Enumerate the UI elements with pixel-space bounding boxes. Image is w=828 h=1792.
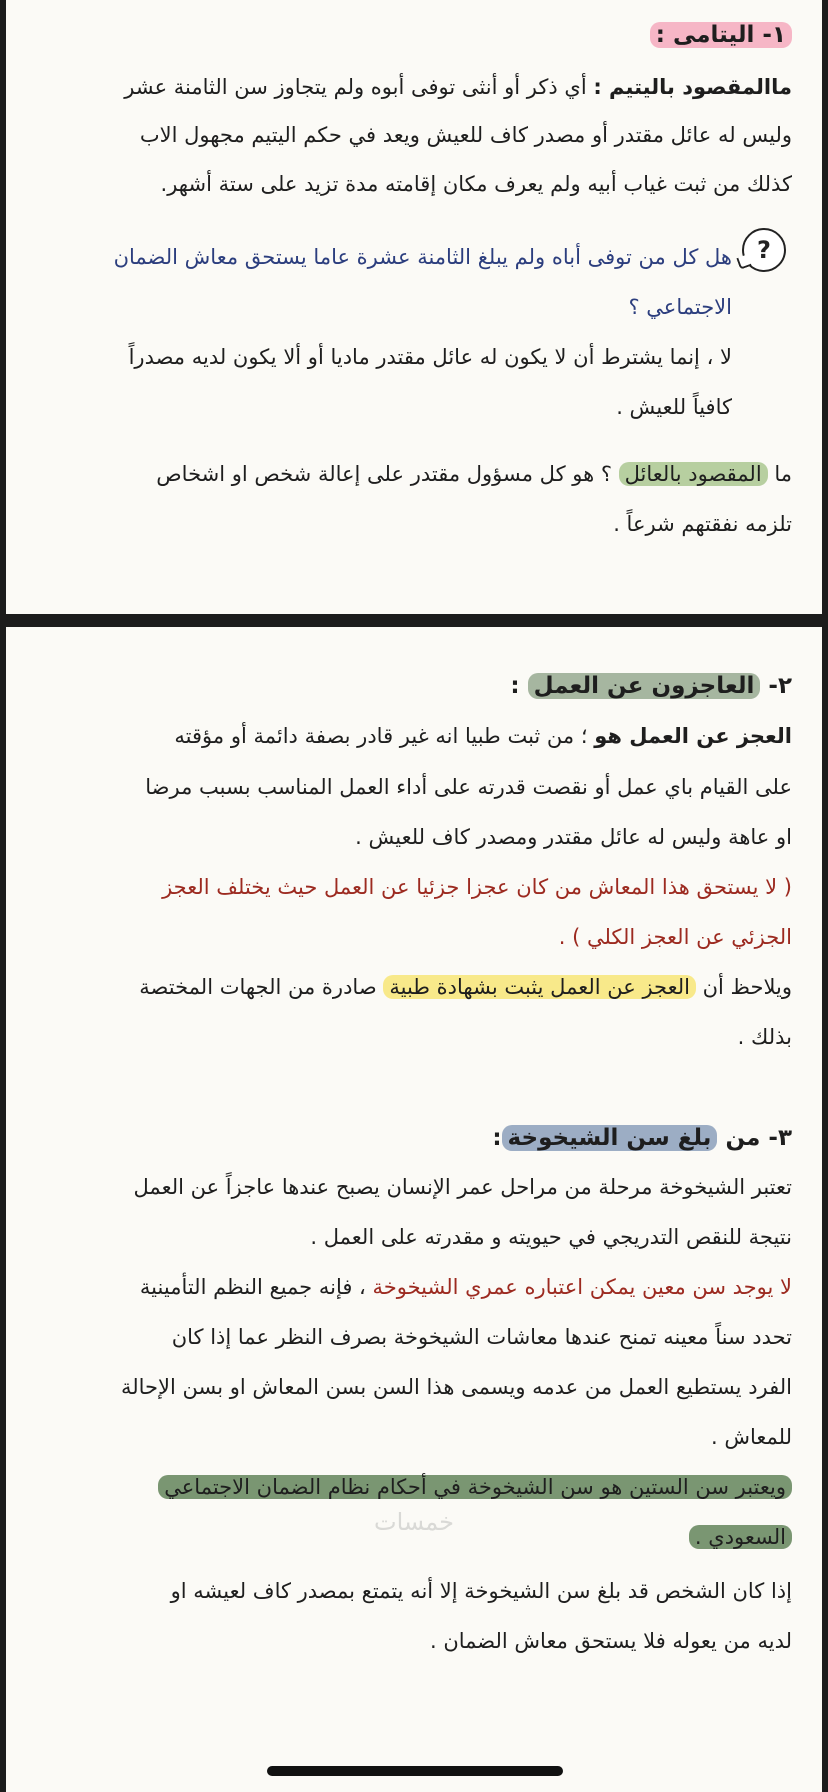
answer-line-1: لا ، إنما يشترط أن لا يكون له عائل مقتدر ماديا أو ألا يكون لديه مصدراً <box>128 345 732 369</box>
section2-heading: ٢- العاجزون عن العمل : <box>510 673 792 699</box>
final-note-line-1: إذا كان الشخص قد بلغ سن الشيخوخة إلا أنه يتمتع بمصدر كاف لعيشه او <box>170 1579 792 1603</box>
home-indicator[interactable] <box>267 1766 563 1776</box>
disability-line-2: على القيام باي عمل أو نقصت قدرته على أداء العمل المناسب بسبب مرضا <box>145 775 792 799</box>
disability-line-3: او عاهة وليس له عائل مقتدر ومصدر كاف للعيش . <box>355 825 792 849</box>
orphan-line-3: كذلك من ثبت غياب أبيه ولم يعرف مكان إقامته مدة تزيد على ستة أشهر. <box>160 172 792 196</box>
question-line-1: هل كل من توفى أباه ولم يبلغ الثامنة عشرة عاما يستحق معاش الضمان <box>113 245 732 269</box>
question-line-2: الاجتماعي ؟ <box>628 295 732 319</box>
retirement-age-line-2: السعودي . <box>32 1520 792 1554</box>
guardian-definition: ما المقصود بالعائل ؟ هو كل مسؤول مقتدر على إعالة شخص او اشخاص <box>156 462 792 486</box>
partial-disability-note-1: ( لا يستحق هذا المعاش من كان عجزا جزئيا عن العمل حيث يختلف العجز <box>162 875 792 899</box>
section1-heading: ١- اليتامى : <box>32 18 792 52</box>
old-age-line-4: تحدد سناً معينه تمنح عندها معاشات الشيخوخة بصرف النظر عما إذا كان <box>171 1325 792 1349</box>
final-note-line-2: لديه من يعوله فلا يستحق معاش الضمان . <box>429 1629 792 1653</box>
section3-heading: ٣- من بلغ سن الشيخوخة: <box>492 1125 792 1151</box>
old-age-line-6: للمعاش . <box>710 1425 792 1449</box>
question-bubble-icon: ? <box>742 228 786 272</box>
old-age-age-note: لا يوجد سن معين يمكن اعتباره عمري الشيخوخة ، فإنه جميع النظم التأمينية <box>139 1275 792 1299</box>
retirement-age-line-1: ويعتبر سن الستين هو سن الشيخوخة في أحكام نظام الضمان الاجتماعي <box>14 1470 792 1504</box>
page-1 <box>6 0 822 614</box>
disability-definition: العجز عن العمل هو ؛ من ثبت طبيا انه غير قادر بصفة دائمة أو مؤقته <box>174 724 792 748</box>
partial-disability-note-2: الجزئي عن العجز الكلي ) . <box>558 925 792 949</box>
page-2 <box>6 627 822 1792</box>
medical-certificate-note: ويلاحظ أن العجز عن العمل يثبت بشهادة طبية صادرة من الجهات المختصة <box>139 975 792 999</box>
answer-line-2: كافياً للعيش . <box>616 395 732 419</box>
orphan-definition: ماالمقصود باليتيم : أي ذكر أو أنثى توفى أبوه ولم يتجاوز سن الثامنة عشر <box>124 75 792 99</box>
old-age-line-2: نتيجة للنقص التدريجي في حيويته و مقدرته على العمل . <box>310 1225 792 1249</box>
old-age-line-5: الفرد يستطيع العمل من عدمه ويسمى هذا السن بسن المعاش او بسن الإحالة <box>121 1375 792 1399</box>
old-age-line-1: تعتبر الشيخوخة مرحلة من مراحل عمر الإنسان يصبح عندها عاجزاً عن العمل <box>133 1175 792 1199</box>
medical-certificate-line-2: بذلك . <box>737 1025 792 1049</box>
orphan-line-2: وليس له عائل مقتدر أو مصدر كاف للعيش ويعد في حكم اليتيم مجهول الاب <box>139 123 792 147</box>
guardian-line-2: تلزمه نفقتهم شرعاً . <box>613 512 792 536</box>
watermark: خمسات <box>373 1508 455 1536</box>
